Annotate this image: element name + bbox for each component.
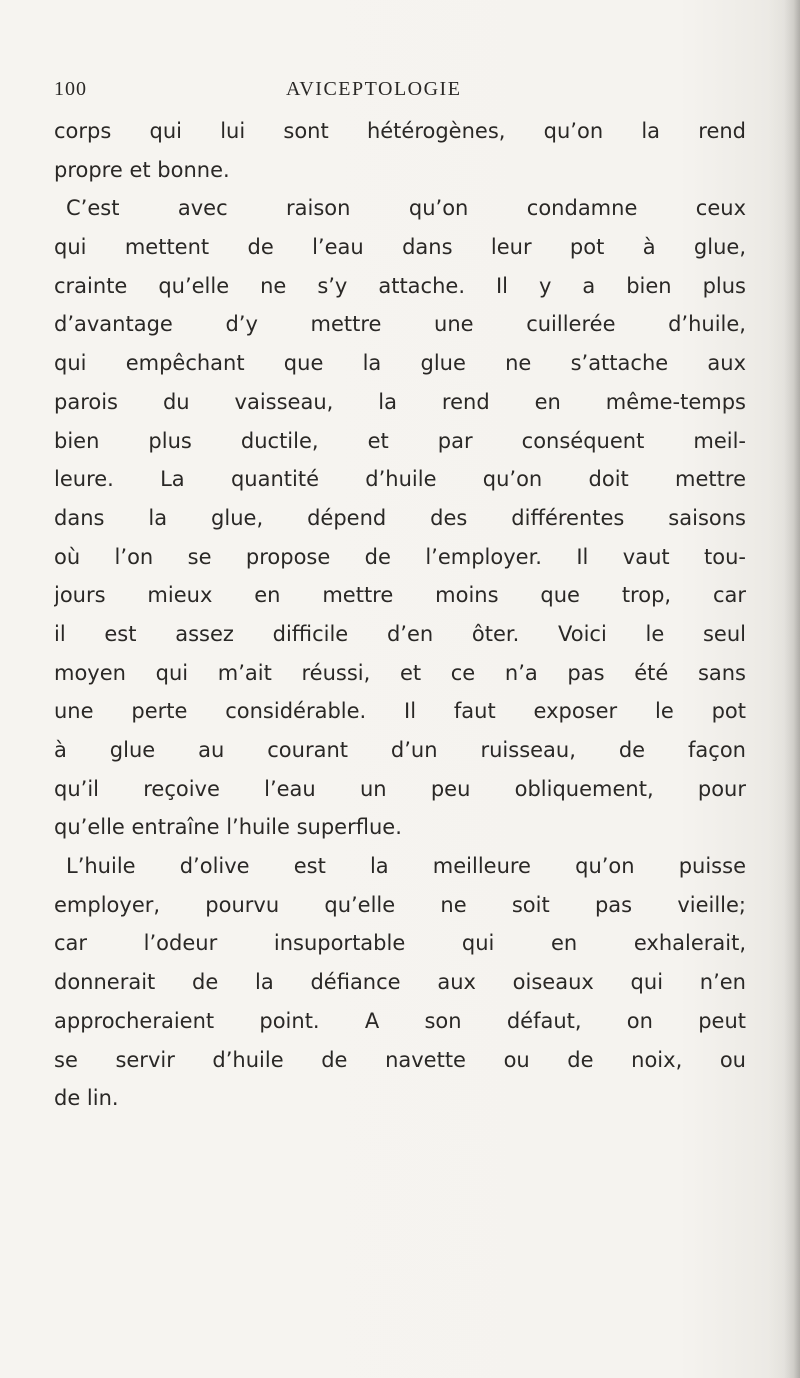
text-line: où l’on se propose de l’employer. Il vaut tou- xyxy=(54,544,746,569)
text-line: crainte qu’elle ne s’y attache. Il y a bien plus xyxy=(54,273,746,298)
text-line: parois du vaisseau, la rend en même-temps xyxy=(54,389,746,414)
text-line: de lin. xyxy=(54,1086,119,1111)
running-title: AVICEPTOLOGIE xyxy=(286,78,462,100)
text-line: qui mettent de l’eau dans leur pot à glue, xyxy=(54,235,746,260)
text-line: qu’elle entraîne l’huile superflue. xyxy=(54,815,402,840)
text-line: qui empêchant que la glue ne s’attache aux xyxy=(54,351,746,376)
text-line: bien plus ductile, et par conséquent meil- xyxy=(54,428,746,453)
text-line: jours mieux en mettre moins que trop, car xyxy=(54,583,746,608)
text-line: à glue au courant d’un ruisseau, de façon xyxy=(54,738,746,762)
text-line: d’avantage d’y mettre une cuillerée d’huile, xyxy=(54,312,746,337)
page-header xyxy=(54,78,754,112)
text-line: donnerait de la défiance aux oiseaux qui n’en xyxy=(54,970,746,995)
text-line: qu’il reçoive l’eau un peu obliquement, pour xyxy=(54,776,746,801)
text-line: C’est avec raison qu’on condamne ceux xyxy=(66,196,746,221)
page-edge-shadow xyxy=(784,0,800,1378)
page-number: 100 xyxy=(54,78,87,100)
text-line: moyen qui m’ait réussi, et ce n’a pas été sans xyxy=(54,660,746,685)
text-line: une perte considérable. Il faut exposer le pot xyxy=(54,699,746,724)
text-line: il est assez difficile d’en ôter. Voici le seul xyxy=(54,621,746,646)
text-line: employer, pourvu qu’elle ne soit pas vieille; xyxy=(54,892,746,917)
text-line: car l’odeur insuportable qui en exhalerait, xyxy=(54,931,746,956)
text-line: approcheraient point. A son défaut, on peut xyxy=(54,1008,746,1033)
text-line: se servir d’huile de navette ou de noix, ou xyxy=(54,1047,746,1072)
text-line: propre et bonne. xyxy=(54,157,230,182)
text-line: leure. La quantité d’huile qu’on doit mettre xyxy=(54,467,746,492)
text-line: corps qui lui sont hétérogènes, qu’on la rend xyxy=(54,119,746,143)
text-line: dans la glue, dépend des différentes saisons xyxy=(54,505,746,530)
body-text xyxy=(54,112,746,1118)
text-line: L’huile d’olive est la meilleure qu’on puisse xyxy=(66,854,746,879)
